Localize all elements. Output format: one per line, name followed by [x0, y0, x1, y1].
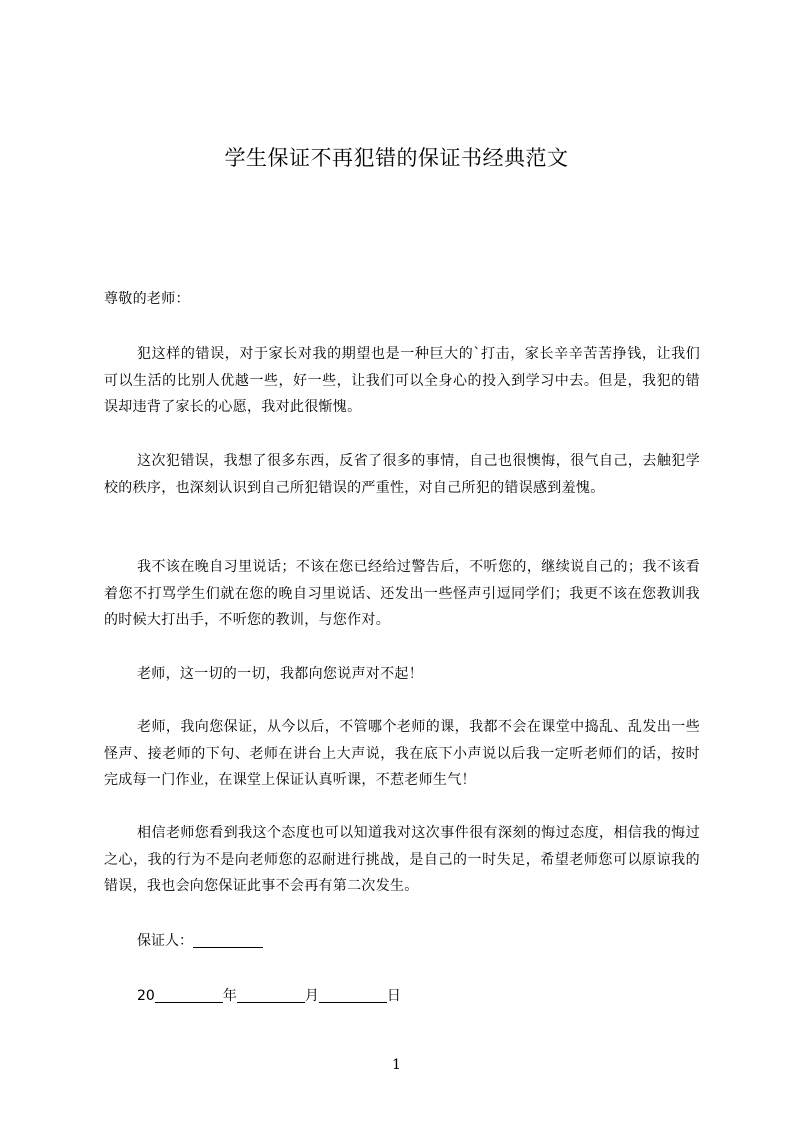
month-label: 月: [304, 988, 319, 1004]
paragraph-5: 老师，我向您保证，从今以后，不管哪个老师的课，我都不会在课堂中捣乱、乱发出一些怪声、接老师的下句、老师在讲台上大声说，我在底下小声说以后我一定听老师们的话，按时完成每一门作业，在课堂上保证认真听课，不惹老师生气！: [104, 719, 700, 788]
paragraph-6: 相信老师您看到我这个态度也可以知道我对这次事件很有深刻的悔过态度，相信我的悔过之心，我的行为不是向老师您的忍耐进行挑战，是自己的一时失足，希望老师您可以原谅我的错误，我也会向您保证此事不会再有第二次发生。: [104, 825, 700, 894]
date-line: [137, 983, 401, 1009]
salutation: 尊敬的老师：: [104, 291, 190, 307]
signature-label: 保证人：: [137, 933, 193, 949]
day-blank[interactable]: [319, 985, 387, 1003]
paragraph-1: 犯这样的错误，对于家长对我的期望也是一种巨大的`打击，家长辛辛苦苦挣钱，让我们可以生活的比别人优越一些，好一些，让我们可以全身心的投入到学习中去。但是，我犯的错误却违背了家长的心愿，我对此很惭愧。: [104, 346, 700, 415]
date-prefix: 20: [137, 988, 155, 1004]
signature-blank[interactable]: [193, 930, 263, 948]
signature-line: [137, 928, 263, 954]
year-blank[interactable]: [155, 985, 223, 1003]
page-number: 1: [392, 1057, 401, 1073]
paragraph-4: 老师，这一切的一切，我都向您说声对不起！: [137, 666, 423, 682]
paragraph-2: 这次犯错误，我想了很多东西，反省了很多的事情，自己也很懊悔，很气自己，去触犯学校的秩序，也深刻认识到自己所犯错误的严重性，对自己所犯的错误感到羞愧。: [104, 453, 700, 496]
paragraph-3: 我不该在晚自习里说话；不该在您已经给过警告后，不听您的，继续说自己的；我不该看着您不打骂学生们就在您的晚自习里说话、还发出一些怪声引逗同学们；我更不该在您教训我的时候大打出手，不听您的教训，与您作对。: [104, 559, 700, 628]
document-title: 学生保证不再犯错的保证书经典范文: [224, 146, 569, 170]
day-label: 日: [386, 988, 401, 1004]
month-blank[interactable]: [237, 985, 305, 1003]
year-label: 年: [222, 988, 237, 1004]
